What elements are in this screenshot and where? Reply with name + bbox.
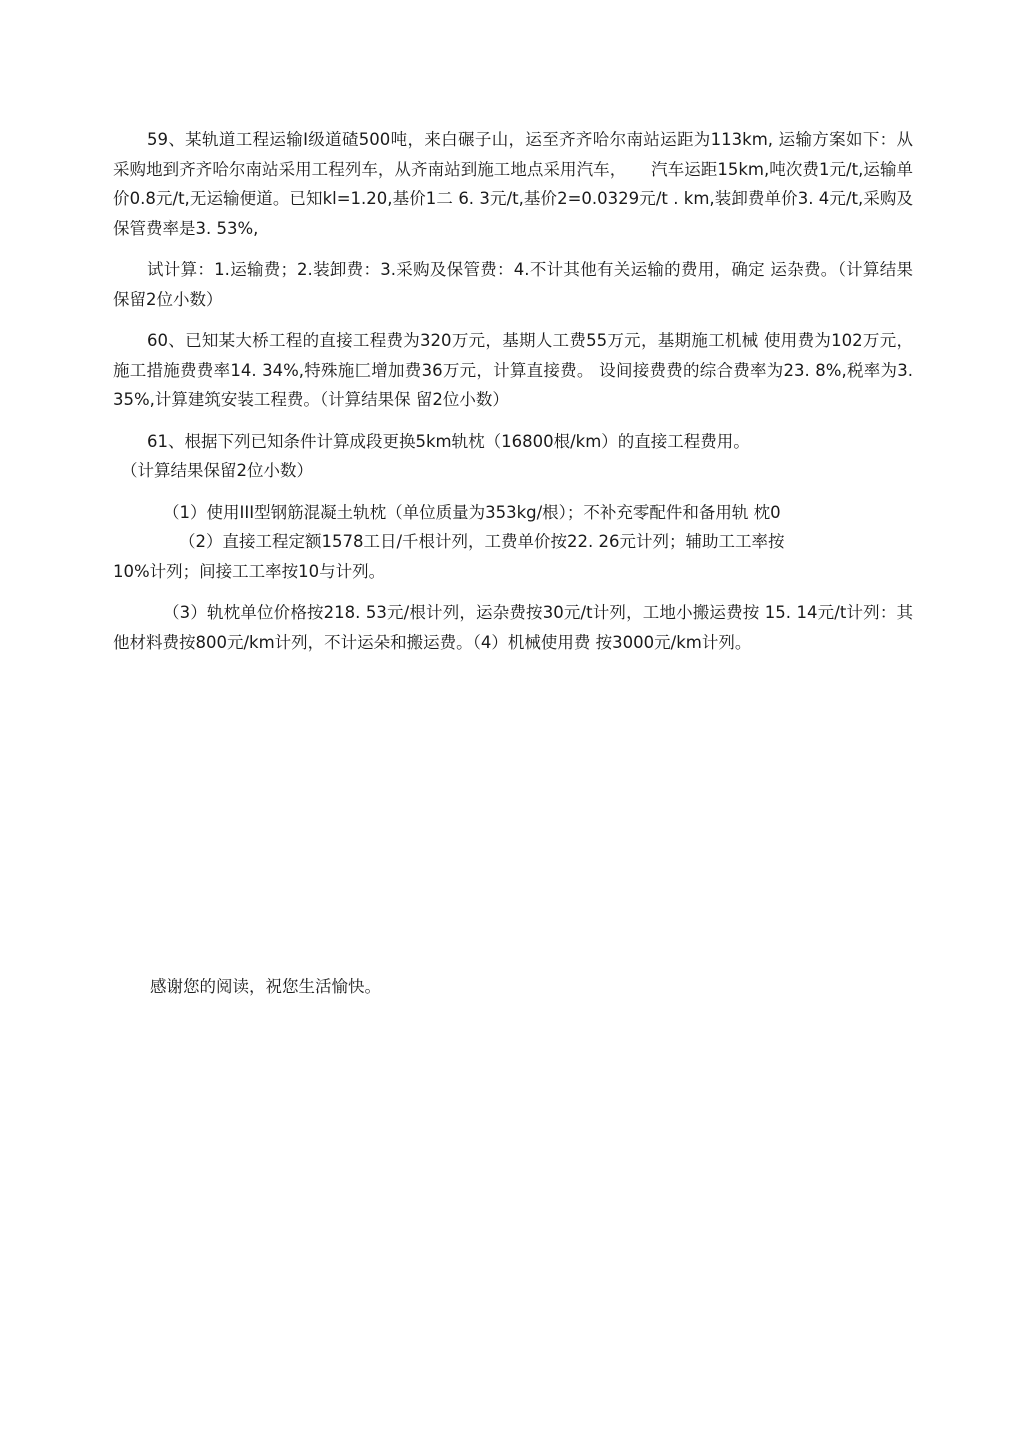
closing-message: 感谢您的阅读，祝您生活愉快。 [150,977,381,996]
question-60-text: 60、已知某大桥工程的直接工程费为320万元，基期人工费55万元，基期施工机械 使用费为102万元，施工措施费费率14. 34%,特殊施匚增加费36万元，计算直接费。 设间接费费的综合费率为23. 8%,税率为3. 35%,计算建筑安装工程费。（计算结果保 留2位小数） [113,331,913,409]
document-body [113,125,913,657]
question-59-task: 试计算：1.运输费；2.装卸费：3.采购及保管费：4.不计其他有关运输的费用，确定 运杂费。（计算结果保留2位小数） [113,260,913,309]
question-61-condition-3: （3）轨枕单位价格按218. 53元/根计列，运杂费按30元/t计列，工地小搬运费按 15. 14元/t计列：其他材料费按800元/km计列，不计运朵和搬运费。（4）机械使用费 按3000元/km计列。 [113,603,913,652]
question-61-condition-2-line-1: （2）直接工程定额1578工日/千根计列，工费单价按22. 26元计列；辅助工工率按 [179,532,785,551]
question-59-text: 59、某轨道工程运输I级道碴500吨，来白碾子山，运至齐齐哈尔南站运距为113km, 运输方案如下：从采购地到齐齐哈尔南站采用工程列车，从齐南站到施工地点采用汽车， 汽车运距15km,吨次费1元/t,运输单价0.8元/t,无运输便道。已知kl=1.20,基价1二 6. 3元/t,基价2=0.0329元/t . km,装卸费单价3. 4元/t,采购及保管费率是3. 53%, [113,130,913,238]
question-61-text: 61、根据下列已知条件计算成段更换5km轨枕（16800根/km）的直接工程费用。 [147,431,750,451]
question-61-note: （计算结果保留2位小数） [121,461,313,480]
question-61-condition-2-line-2: 10%计列；间接工工率按10与计列。 [113,561,386,581]
question-61-condition-1: （1）使用III型钢筋混凝土轨枕（单位质量为353kg/根）；不补充零配件和备用轨 枕0 [163,502,781,522]
